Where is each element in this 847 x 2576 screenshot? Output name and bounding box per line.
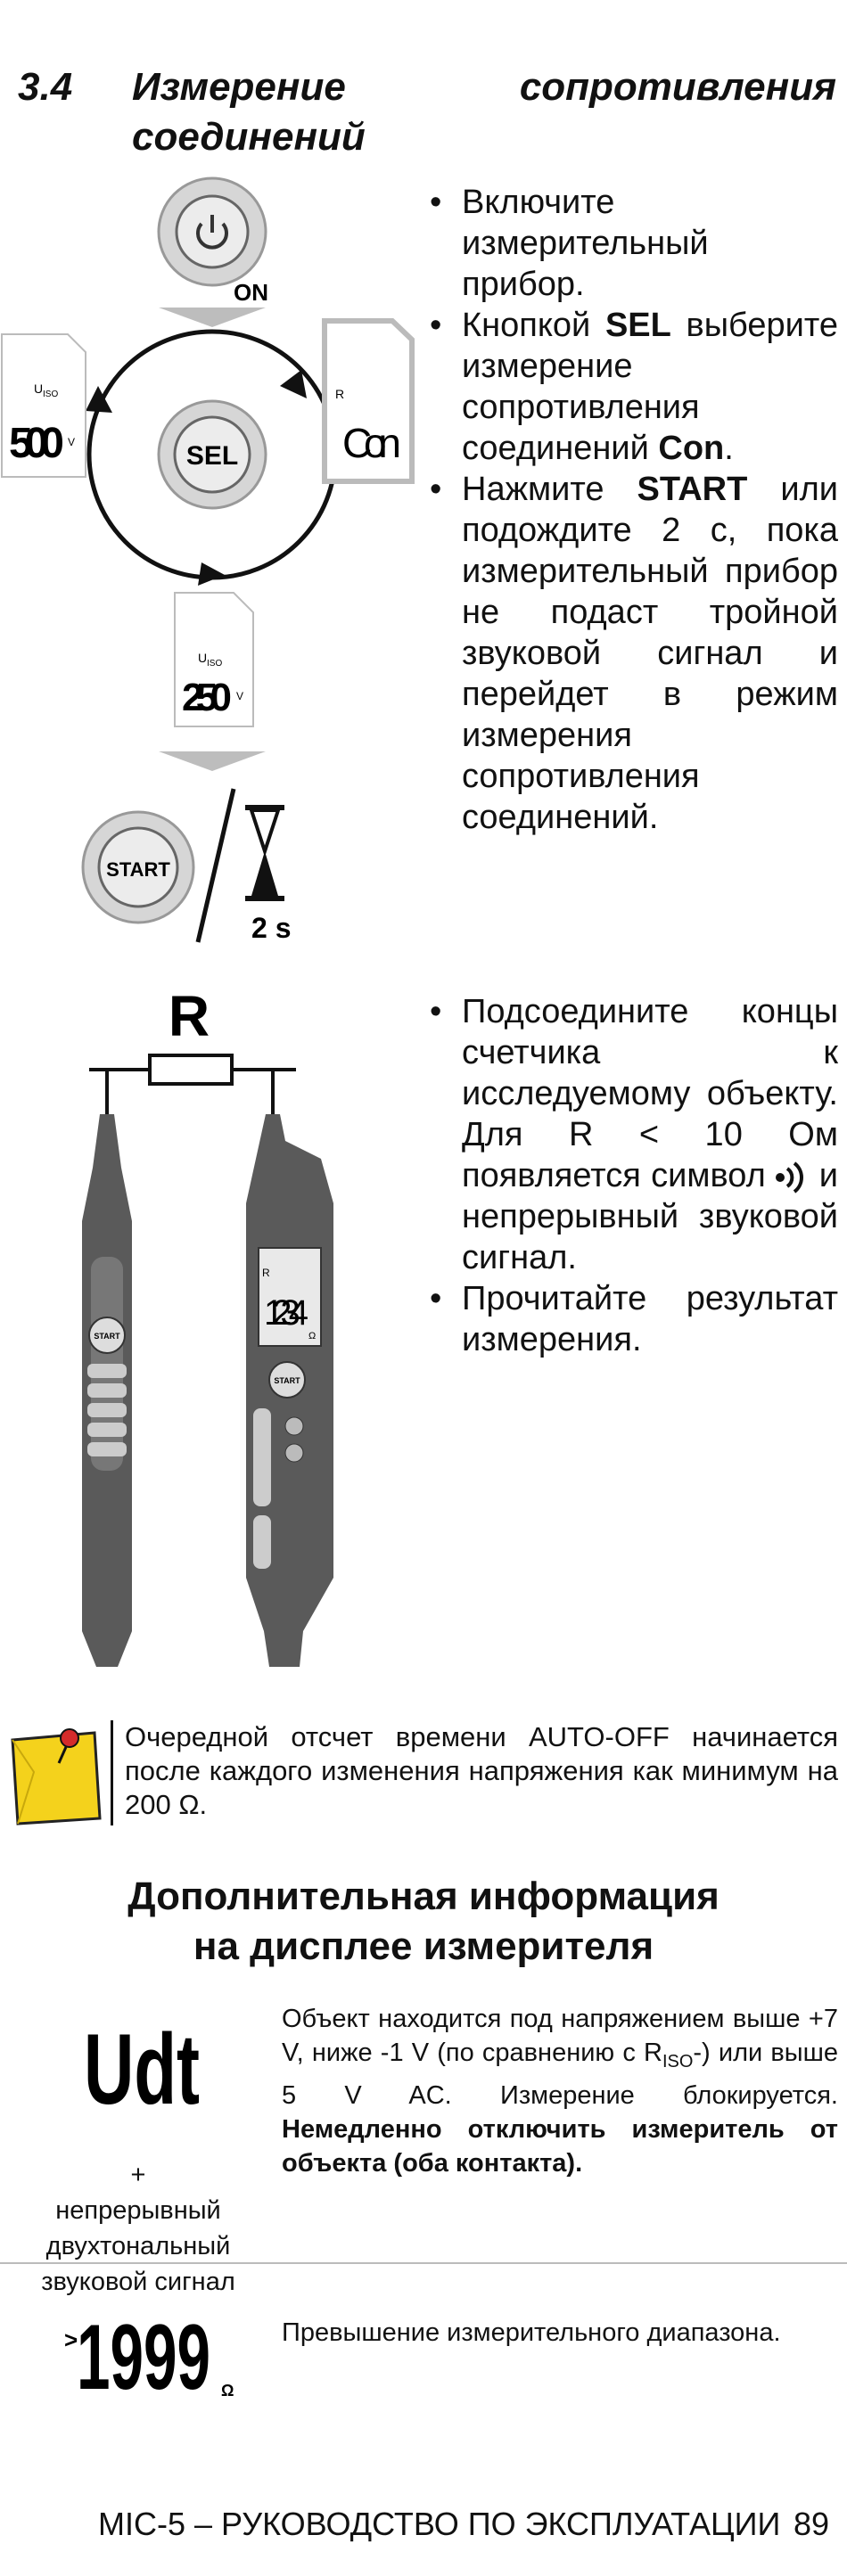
section-title-line1: Измерение сопротивления [132,65,836,109]
arrow-down-icon [159,308,266,327]
svg-text:R: R [262,1267,270,1279]
svg-text:250: 250 [182,676,232,719]
svg-text:Ω: Ω [308,1331,317,1341]
footer-title: MIC-5 – РУКОВОДСТВО ПО ЭКСПЛУАТАЦИИ [98,2506,781,2542]
overrange-display-icon [64,2298,243,2405]
svg-text:1234: 1234 [264,1293,308,1333]
left-probe-icon [82,1114,132,1667]
svg-text:Ω: Ω [221,2382,234,2400]
power-button-icon [159,178,266,285]
section-title-line2: соединений [132,115,366,159]
display-uiso-250 [175,593,253,726]
svg-text:Udt: Udt [84,2014,200,2112]
step-press-start: • Нажмите START или подождите 2 с, пока измерительный прибор не подаст тройной звуковой сигнал и перейдет в режим измерения сопротивления соединений. [426,469,838,838]
time-label: 2 s [251,912,292,944]
step-select-con: • Кнопкой SEL выберите измерение сопротивления соединений Con. [426,305,838,469]
step-read-result: • Прочитайте результат измерения. [426,1278,838,1360]
section-number: 3.4 [18,65,73,109]
right-probe-icon [246,1114,333,1667]
extra-info-heading [0,1872,847,1972]
svg-text:R: R [335,387,345,401]
page-number: 89 [793,2506,829,2542]
steps-list-2 [426,991,838,1360]
step-connect-probes: • Подсоедините концы счетчика к исследуемому объекту. Для R < 10 Ом появляется символ и непрерывный звуковой сигнал. [426,991,838,1278]
steps-list-1 [426,182,838,838]
svg-text:1999: 1999 [77,2306,210,2405]
start-label: START [106,858,170,881]
step-power-on: • Включите измерительный прибор. [426,182,838,305]
arrow-down-icon [159,751,266,771]
resistor-icon [89,1055,296,1114]
svg-text:>: > [64,2326,78,2353]
mode-selection-diagram [0,174,419,980]
on-label: ON [234,279,268,306]
pinned-note-icon [7,1719,105,1827]
resistor-label: R [168,989,210,1048]
slash-divider [198,789,234,942]
note-divider [111,1720,113,1825]
udt-display-icon [80,2006,205,2112]
svg-text:START: START [274,1376,300,1385]
sel-label: SEL [185,441,239,471]
overrange-description: Превышение измерительного диапазона. [282,2318,781,2347]
sel-button-icon [159,401,266,508]
svg-text:START: START [94,1332,120,1341]
probe-connection-diagram [36,989,392,1676]
extra-info-title-line2: на дисплее измерителя [193,1924,654,1968]
display-uiso-500 [2,334,86,477]
hourglass-icon [245,805,284,901]
udt-plus: + [130,2161,146,2189]
svg-text:V: V [68,436,76,448]
svg-text:V: V [236,690,244,702]
udt-description: Объект находится под напряжением выше +7 V, ниже -1 V (по сравнению с $R_{ISO}-$) или выше 5 V AC. Измерение блокируется. Немедленно отключить измеритель от объекта (оба контакта). [282,2005,838,2178]
udt-caption: + непрерывный двухтональный звуковой сигнал [18,2157,259,2300]
svg-text:500: 500 [9,420,64,467]
section-divider [0,2262,847,2264]
svg-text:Con: Con [342,420,401,466]
auto-off-note: Очередной отсчет времени AUTO-OFF начинается после каждого изменения напряжения как минимум на 200 Ω. [125,1721,838,1820]
display-r-con [325,321,412,481]
buzzer-icon [771,1160,814,1195]
svg-text:ISO: ISO [43,390,59,399]
extra-info-title-line1: Дополнительная информация [127,1875,720,1918]
svg-text:ISO: ISO [207,659,223,669]
svg-text:U: U [34,381,44,396]
svg-text:U: U [198,651,208,665]
start-button-icon [83,812,193,923]
